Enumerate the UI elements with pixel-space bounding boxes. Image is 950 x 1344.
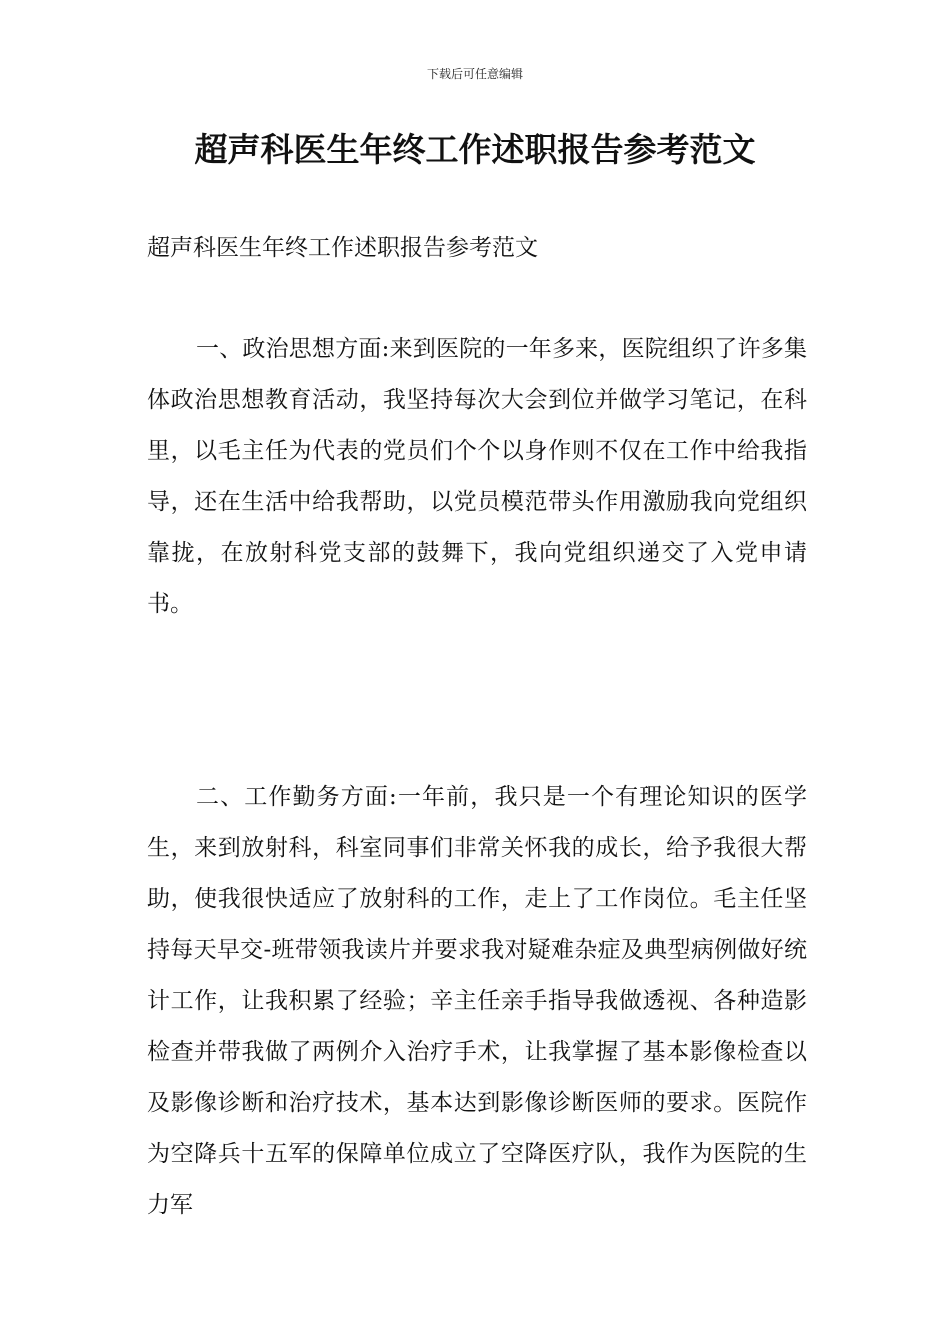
paragraph-political: 一、政治思想方面:来到医院的一年多来，医院组织了许多集体政治思想教育活动，我坚持每次大会到位并做学习笔记，在科里，以毛主任为代表的党员们个个以身作则不仅在工作中给我指导，还在生活中给我帮助，以党员模范带头作用激励我向党组织靠拢，在放射科党支部的鼓舞下，我向党组织递交了入党申请书。 [147, 336, 807, 617]
document-subtitle: 超声科医生年终工作述职报告参考范文 [147, 235, 538, 261]
paragraph-work: 二、工作勤务方面:一年前，我只是一个有理论知识的医学生，来到放射科，科室同事们非常关怀我的成长，给予我很大帮助，使我很快适应了放射科的工作，走上了工作岗位。毛主任坚持每天早交-班带领我读片并要求我对疑难杂症及典型病例做好统计工作，让我积累了经验；辛主任亲手指导我做透视、各种造影检查并带我做了两例介入治疗手术，让我掌握了基本影像检查以及影像诊断和治疗技术，基本达到影像诊断医师的要求。医院作为空降兵十五军的保障单位成立了空降医疗队，我作为医院的生力军 [147, 784, 807, 1218]
header-note: 下载后可任意编辑 [426, 67, 523, 81]
document-title: 超声科医生年终工作述职报告参考范文 [194, 130, 756, 169]
